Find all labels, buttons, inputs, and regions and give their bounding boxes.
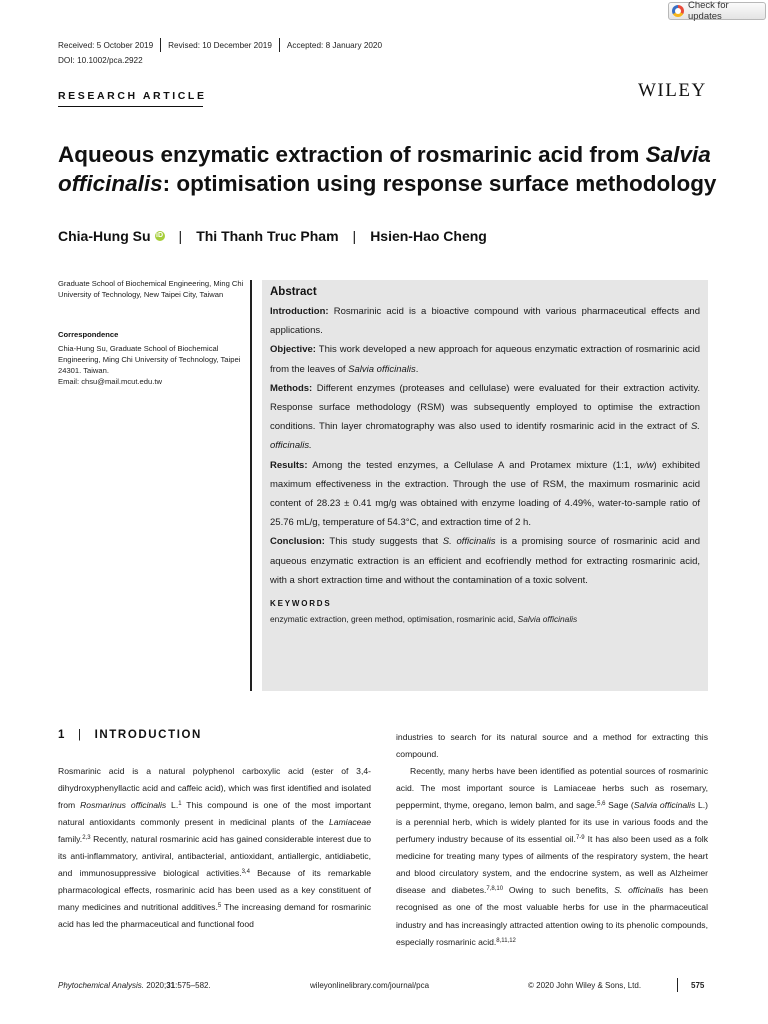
- article-dates: [58, 38, 382, 52]
- abstract-heading: Abstract: [270, 286, 317, 298]
- species-name: S. officinalis: [614, 885, 664, 896]
- body-text: has been recognised as one of the most valuable herbs for use in the pharmaceutical industry and has increasingly attracted attention owing to its phenolic compounds, especially rosmarinic acid.: [396, 885, 708, 947]
- body-column-left: [58, 763, 371, 933]
- correspondence-email[interactable]: Email: chsu@mail.mcut.edu.tw: [58, 377, 162, 386]
- results-ratio: w/w: [637, 459, 654, 471]
- citation-ref[interactable]: 2,3: [82, 835, 91, 842]
- citation-ref[interactable]: 8,11,12: [496, 937, 516, 944]
- abstract-introduction: [270, 302, 700, 340]
- results-label: Results:: [270, 459, 308, 471]
- keywords-heading: KEYWORDS: [270, 599, 332, 609]
- species-name: Salvia officinalis: [633, 800, 696, 811]
- results-text-end: ) exhibited maximum effectiveness in the extraction. Through the use of RSM, the maximum rosmarinic acid content of 28.23 ± 0.41 mg/g was obtained with enzyme loading of 4.49%, water-to-sample ratio of 25.76 mL/g, temperature of 54.3°C, and extraction time of 2 h.: [270, 459, 700, 529]
- citation-ref[interactable]: 5: [217, 903, 222, 910]
- article-type-underline: [58, 106, 203, 107]
- body-text: Recently, many herbs have been identified as potential sources of rosmarinic acid. The most important source is Lamiaceae herbs such as rosemary, peppermint, thyme, oregano, lemon balm, and sage.: [396, 766, 708, 811]
- author-2[interactable]: Thi Thanh Truc Pham: [196, 228, 339, 244]
- author-3[interactable]: Hsien-Hao Cheng: [370, 228, 487, 244]
- abstract-methods: [270, 379, 700, 456]
- section-title: INTRODUCTION: [94, 729, 202, 741]
- title-text: Aqueous enzymatic extraction of rosmarinic acid from: [58, 142, 646, 167]
- body-text: It has also been used as a folk medicine for treating many types of ailments of the respiratory system, the heart and blood circulatory system, and the endocrine system, as well as Alzheimer disease and diabetes.: [396, 834, 708, 896]
- crossmark-icon: [672, 5, 684, 17]
- revised-date: Revised: 10 December 2019: [168, 40, 272, 50]
- page-number: 575: [691, 981, 705, 990]
- title-species: Salvia officinalis: [58, 142, 711, 196]
- footer-divider: [677, 978, 678, 992]
- volume: 31: [166, 981, 176, 990]
- body-text: L.: [166, 800, 179, 811]
- author-separator: |: [178, 228, 183, 244]
- citation-ref[interactable]: 1: [178, 801, 182, 808]
- body-text: L.) is a perennial herb, which is widely planted for its use in various foods and the perfumery industry because of its essential oil.: [396, 800, 708, 845]
- section-number: 1: [58, 729, 66, 741]
- species-name: Rosmarinus officinalis: [80, 800, 167, 811]
- body-text: Rosmarinic acid is a natural polyphenol carboxylic acid (ester of 3,4-dihydroxyphenyllactic acid and caffeic acid), which was first identified and isolated from: [58, 766, 371, 811]
- received-date: Received: 5 October 2019: [58, 40, 154, 50]
- abstract-rule: [250, 280, 252, 691]
- objective-text: This work developed a new approach for aqueous enzymatic extraction of rosmarinic acid from the leaves of: [270, 344, 700, 375]
- section-heading: [58, 729, 202, 741]
- article-type-label: RESEARCH ARTICLE: [58, 90, 207, 102]
- intro-paragraph-cont: industries to search for its natural source and a method for extracting this compound.: [396, 732, 708, 760]
- body-text: This compound is one of the most important natural antioxidants commonly present in medicinal plants of the: [58, 800, 371, 828]
- family-name: Lamiaceae: [328, 817, 371, 828]
- citation-ref[interactable]: 7,8,10: [486, 886, 504, 893]
- journal-website[interactable]: wileyonlinelibrary.com/journal/pca: [310, 981, 430, 990]
- intro-paragraph: [58, 763, 371, 933]
- correspondence-address: Chia-Hung Su, Graduate School of Biochemical Engineering, Ming Chi University of Technology, Taipei 24301. Taiwan.: [58, 344, 241, 375]
- abstract-box: [262, 280, 708, 691]
- affiliation: Graduate School of Biochemical Engineering, Ming Chi University of Technology, New Taipei City, Taiwan: [58, 279, 244, 299]
- copyright: © 2020 John Wiley & Sons, Ltd.: [528, 981, 642, 990]
- objective-label: Objective:: [270, 344, 316, 356]
- author-separator: |: [352, 228, 357, 244]
- citation-ref[interactable]: 7-9: [575, 835, 585, 842]
- journal-name: Phytochemical Analysis.: [58, 981, 144, 990]
- body-column-right: [396, 729, 708, 951]
- orcid-icon[interactable]: iD: [156, 232, 164, 239]
- introduction-text: Rosmarinic acid is a bioactive compound with various pharmaceutical effects and applications.: [270, 306, 700, 337]
- author-1[interactable]: Chia-Hung Su: [58, 228, 151, 244]
- accepted-date: Accepted: 8 January 2020: [286, 40, 383, 50]
- objective-species: Salvia officinalis: [348, 363, 416, 375]
- methods-species: S. officinalis.: [270, 421, 700, 452]
- citation-ref[interactable]: 3,4: [241, 869, 250, 876]
- pages: :575–582.: [175, 981, 211, 990]
- conclusion-species: S. officinalis: [442, 536, 496, 548]
- citation-year: 2020;: [143, 981, 167, 990]
- body-text: Because of its remarkable pharmacological effects, rosmarinic acid has been used as a key constituent of many medicines and nutritional additives.: [58, 868, 371, 913]
- date-divider: [160, 38, 161, 52]
- correspondence-heading: Correspondence: [58, 330, 119, 339]
- page-footer: [58, 978, 708, 994]
- methods-text: Different enzymes (proteases and cellulase) were evaluated for their extraction activity. Response surface methodology (RSM) was subsequently employed to optimise the extraction conditions. Thin layer chromatography was also used to identify rosmarinic acid in the extract of: [270, 382, 700, 433]
- abstract-conclusion: [270, 532, 700, 590]
- section-separator: |: [78, 729, 83, 741]
- keywords-species: Salvia officinalis: [517, 614, 578, 625]
- correspondence-details: [58, 343, 248, 387]
- body-text: Sage (: [605, 800, 634, 811]
- methods-label: Methods:: [270, 382, 313, 394]
- doi[interactable]: DOI: 10.1002/pca.2922: [58, 56, 143, 65]
- author-list: [58, 228, 487, 244]
- conclusion-text-end: is a promising source of rosmarinic acid and aqueous enzymatic extraction is an efficient and ecofriendly method for extracting rosmarinic acid, with a short extraction time and without the contamination of a toxic solvent.: [270, 536, 701, 586]
- conclusion-label: Conclusion:: [270, 536, 325, 548]
- objective-text-end: .: [415, 363, 419, 375]
- check-for-updates-button[interactable]: [668, 2, 766, 20]
- citation-ref[interactable]: 5,6: [597, 801, 606, 808]
- publisher-logo: WILEY: [638, 80, 707, 101]
- body-text: Recently, natural rosmarinic acid has gained considerable interest due to its anti-inflammatory, antiviral, antibacterial, antioxidant, antiallergic, antidiabetic, and immunosuppressive biological activities.: [58, 834, 371, 879]
- results-text: Among the tested enzymes, a Cellulase A and Protamex mixture (1:1,: [307, 459, 638, 471]
- body-text: Owing to such benefits,: [503, 885, 615, 896]
- check-for-updates-label: Check for updates: [687, 0, 729, 22]
- body-text: family.: [58, 834, 83, 845]
- article-title: [58, 140, 718, 198]
- abstract-results: [270, 456, 700, 533]
- date-divider: [279, 38, 280, 52]
- journal-citation: [58, 981, 211, 990]
- abstract-objective: [270, 340, 700, 378]
- body-text: The increasing demand for rosmarinic acid has led the pharmaceutical and functional food: [58, 902, 371, 930]
- keywords-list: [270, 614, 700, 624]
- title-text-end: : optimisation using response surface methodology: [162, 171, 717, 196]
- introduction-label: Introduction:: [270, 306, 329, 317]
- keywords-text: enzymatic extraction, green method, optimisation, rosmarinic acid,: [270, 614, 518, 625]
- sources-paragraph: [396, 763, 708, 951]
- conclusion-text: This study suggests that: [324, 536, 443, 548]
